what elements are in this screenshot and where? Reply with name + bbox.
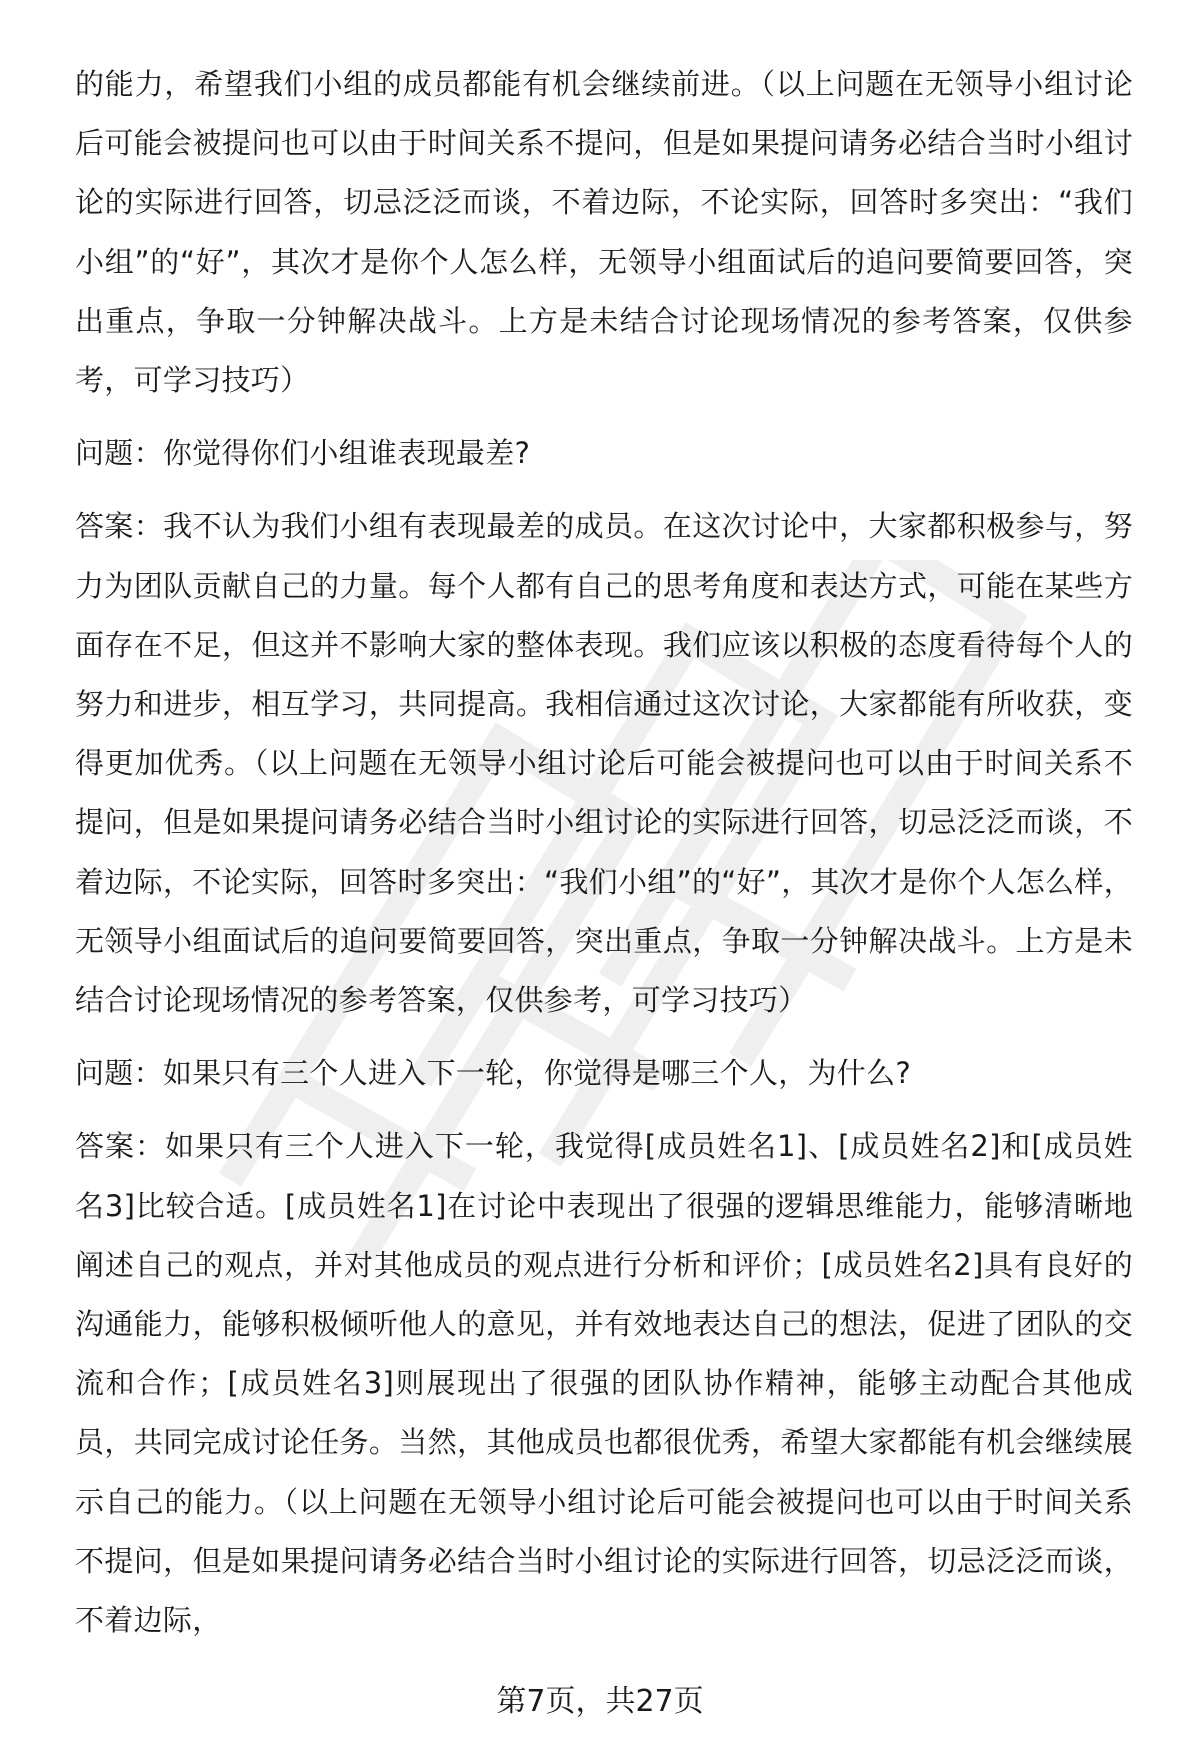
answer-top-three: 答案：如果只有三个人进入下一轮，我觉得[成员姓名1]、[成员姓名2]和[成员姓名3]比较合适。[成员姓名1]在讨论中表现出了很强的逻辑思维能力，能够清晰地阐述自己的观点，并对其他成员的观点进行分析和评价；[成员姓名2]具有良好的沟通能力，能够积极倾听他人的意见，并有效地表达自己的想法，促进了团队的交流和合作；[成员姓名3]则展现出了很强的团队协作精神，能够主动配合其他成员，共同完成讨论任务。当然，其他成员也都很优秀，希望大家都能有机会继续展示自己的能力。（以上问题在无领导小组讨论后可能会被提问也可以由于时间关系不提问，但是如果提问请务必结合当时小组讨论的实际进行回答，切忌泛泛而谈，不着边际， xyxy=(75,1129,1133,1638)
question-worst-performer: 问题：你觉得你们小组谁表现最差? xyxy=(75,436,531,471)
question-top-three: 问题：如果只有三个人进入下一轮，你觉得是哪三个人，为什么? xyxy=(75,1056,912,1091)
page-number-footer: 第7页，共27页 xyxy=(496,1684,704,1719)
answer-worst-performer: 答案：我不认为我们小组有表现最差的成员。在这次讨论中，大家都积极参与，努力为团队贡献自己的力量。每个人都有自己的思考角度和表达方式，可能在某些方面存在不足，但这并不影响大家的整体表现。我们应该以积极的态度看待每个人的努力和进步，相互学习，共同提高。我相信通过这次讨论，大家都能有所收获，变得更加优秀。（以上问题在无领导小组讨论后可能会被提问也可以由于时间关系不提问，但是如果提问请务必结合当时小组讨论的实际进行回答，切忌泛泛而谈，不着边际，不论实际，回答时多突出：“我们小组”的“好”，其次才是你个人怎么样，无领导小组面试后的追问要简要回答，突出重点，争取一分钟解决战斗。上方是未结合讨论现场情况的参考答案，仅供参考，可学习技巧） xyxy=(75,509,1133,1018)
paragraph-continuation: 的能力，希望我们小组的成员都能有机会继续前进。（以上问题在无领导小组讨论后可能会被提问也可以由于时间关系不提问，但是如果提问请务必结合当时小组讨论的实际进行回答，切忌泛泛而谈，不着边际，不论实际，回答时多突出：“我们小组”的“好”，其次才是你个人怎么样，无领导小组面试后的追问要简要回答，突出重点，争取一分钟解决战斗。上方是未结合讨论现场情况的参考答案，仅供参考，可学习技巧） xyxy=(75,67,1133,398)
